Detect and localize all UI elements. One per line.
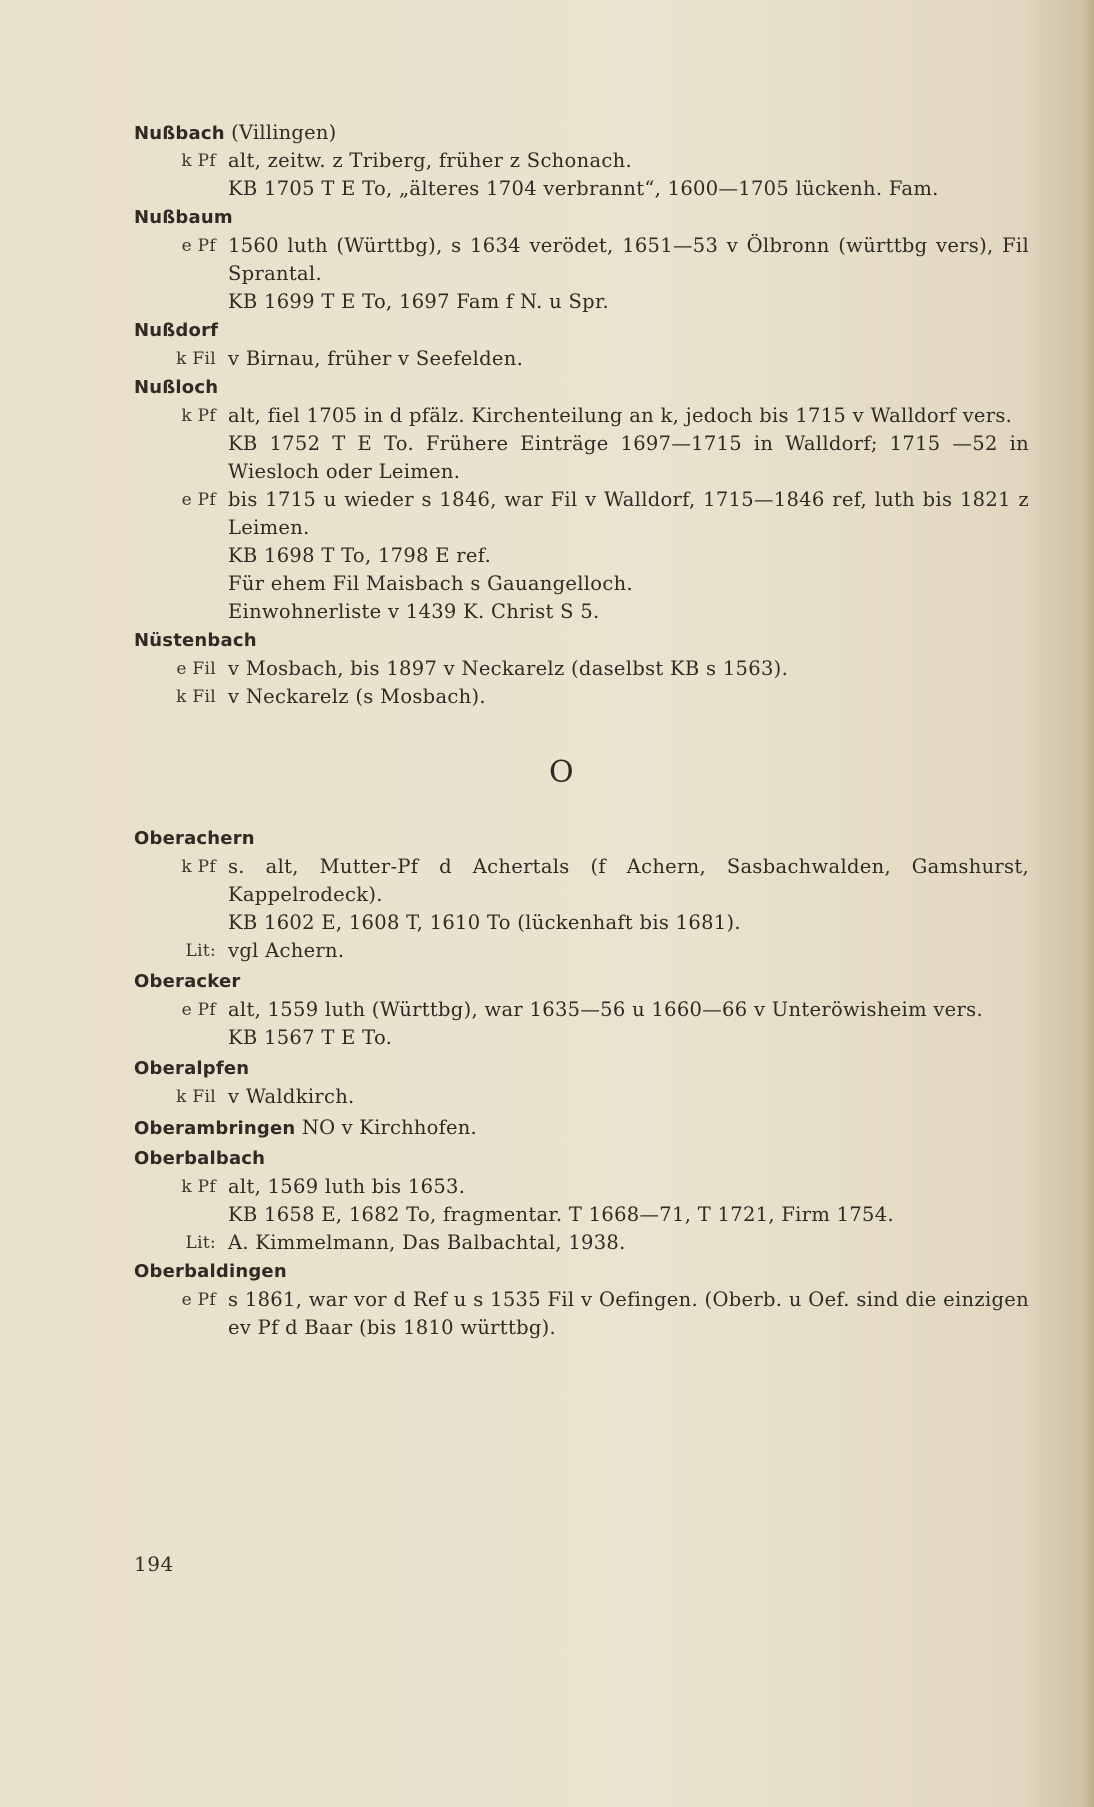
entry-label: k Pf xyxy=(181,406,216,426)
entry-text: v Waldkirch. xyxy=(228,1085,355,1108)
entry-line xyxy=(134,1229,1029,1257)
entry-line xyxy=(134,232,1029,288)
entry-nuestenbach xyxy=(134,626,1029,711)
entry-label: k Pf xyxy=(181,1177,216,1197)
entry-title xyxy=(134,1113,1029,1142)
entry-title-extra: (Villingen) xyxy=(224,121,337,144)
entry-text: A. Kimmelmann, Das Balbachtal, 1938. xyxy=(228,1231,626,1254)
entry-line xyxy=(134,402,1029,430)
entry-text: Einwohnerliste v 1439 K. Christ S 5. xyxy=(228,600,600,623)
entry-title: Nußloch xyxy=(134,377,219,398)
entry-oberacker xyxy=(134,967,1029,1052)
entry-oberachern xyxy=(134,824,1029,965)
entry-label: e Pf xyxy=(181,1290,216,1310)
entry-label: k Fil xyxy=(176,349,216,369)
entry-title: Nüstenbach xyxy=(134,630,257,651)
entry-label: e Fil xyxy=(176,659,216,679)
entry-line xyxy=(134,683,1029,711)
entry-oberbalbach xyxy=(134,1144,1029,1257)
entry-text: v Birnau, früher v Seefelden. xyxy=(228,347,524,370)
section-letter: O xyxy=(549,755,574,790)
entry-label: e Pf xyxy=(181,236,216,256)
entry-nussloch xyxy=(134,373,1029,626)
entry-line xyxy=(134,1173,1029,1201)
entry-title-text: Oberambringen xyxy=(134,1118,296,1139)
entry-text: KB 1698 T To, 1798 E ref. xyxy=(228,544,492,567)
entry-text: 1560 luth (Württbg), s 1634 verödet, 1651—53 v Ölbronn (württbg vers), Fil Sprantal. xyxy=(228,234,1029,285)
entry-label: k Fil xyxy=(176,687,216,707)
page-edge xyxy=(1080,0,1094,1807)
entry-line xyxy=(134,1286,1029,1342)
entry-line xyxy=(134,147,1029,175)
entry-title: Oberbaldingen xyxy=(134,1261,287,1282)
entry-label: Lit: xyxy=(185,1233,216,1253)
entry-title: Oberalpfen xyxy=(134,1058,250,1079)
entry-label: e Pf xyxy=(181,490,216,510)
entry-label: k Pf xyxy=(181,151,216,171)
entry-text: alt, 1559 luth (Württbg), war 1635—56 u 1660—66 v Unteröwisheim vers. xyxy=(228,998,983,1021)
entry-text: KB 1752 T E To. Frühere Einträge 1697—1715 in Walldorf; 1715 —52 in Wiesloch oder Leimen. xyxy=(228,432,1029,483)
entry-text: alt, zeitw. z Triberg, früher z Schonach. xyxy=(228,149,632,172)
entry-label: Lit: xyxy=(185,941,216,961)
entry-title: Nußdorf xyxy=(134,320,219,341)
page-content xyxy=(134,118,1029,1342)
entry-line xyxy=(134,853,1029,909)
entry-label: k Pf xyxy=(181,857,216,877)
entry-title-extra: NO v Kirchhofen. xyxy=(295,1116,477,1139)
entry-label: e Pf xyxy=(181,1000,216,1020)
entry-title-text: Nußbach xyxy=(134,123,225,144)
entry-text: s 1861, war vor d Ref u s 1535 Fil v Oefingen. (Oberb. u Oef. sind die einzigen ev Pf d Baar (bis 1810 württbg). xyxy=(228,1288,1029,1339)
entry-title: Nußbaum xyxy=(134,207,233,228)
entry-text: KB 1602 E, 1608 T, 1610 To (lückenhaft bis 1681). xyxy=(228,911,741,934)
entry-text: bis 1715 u wieder s 1846, war Fil v Walldorf, 1715—1846 ref, luth bis 1821 z Leimen. xyxy=(228,488,1029,539)
entry-title: Oberbalbach xyxy=(134,1148,266,1169)
entry-nussbach xyxy=(134,118,1029,203)
entry-line xyxy=(134,345,1029,373)
entry-text: vgl Achern. xyxy=(228,939,345,962)
entry-oberalpfen xyxy=(134,1054,1029,1111)
page-number: 194 xyxy=(134,1552,174,1576)
entry-line xyxy=(134,1083,1029,1111)
entry-text: KB 1699 T E To, 1697 Fam f N. u Spr. xyxy=(228,290,609,313)
entry-text: alt, 1569 luth bis 1653. xyxy=(228,1175,466,1198)
entry-nussbaum xyxy=(134,203,1029,316)
entry-line xyxy=(134,655,1029,683)
entry-title xyxy=(134,118,1029,147)
entry-line xyxy=(134,486,1029,542)
entry-text: KB 1705 T E To, „älteres 1704 verbrannt“, 1600—1705 lückenh. Fam. xyxy=(228,177,939,200)
entry-title: Oberacker xyxy=(134,971,241,992)
entry-title: Oberachern xyxy=(134,828,255,849)
entry-text: v Neckarelz (s Mosbach). xyxy=(228,685,486,708)
entry-label: k Fil xyxy=(176,1087,216,1107)
entry-line xyxy=(134,937,1029,965)
entry-oberbaldingen xyxy=(134,1257,1029,1342)
entry-text: v Mosbach, bis 1897 v Neckarelz (daselbst KB s 1563). xyxy=(228,657,789,680)
entry-line xyxy=(134,996,1029,1024)
entry-text: s. alt, Mutter-Pf d Achertals (f Achern, Sasbachwalden, Gamshurst, Kappelrodeck). xyxy=(228,855,1029,906)
entry-oberambringen xyxy=(134,1113,1029,1142)
entry-text: KB 1567 T E To. xyxy=(228,1026,393,1049)
entry-text: KB 1658 E, 1682 To, fragmentar. T 1668—71, T 1721, Firm 1754. xyxy=(228,1203,894,1226)
entry-nussdorf xyxy=(134,316,1029,373)
entry-text: Für ehem Fil Maisbach s Gauangelloch. xyxy=(228,572,633,595)
entry-text: alt, fiel 1705 in d pfälz. Kirchenteilung an k, jedoch bis 1715 v Walldorf vers. xyxy=(228,404,1013,427)
